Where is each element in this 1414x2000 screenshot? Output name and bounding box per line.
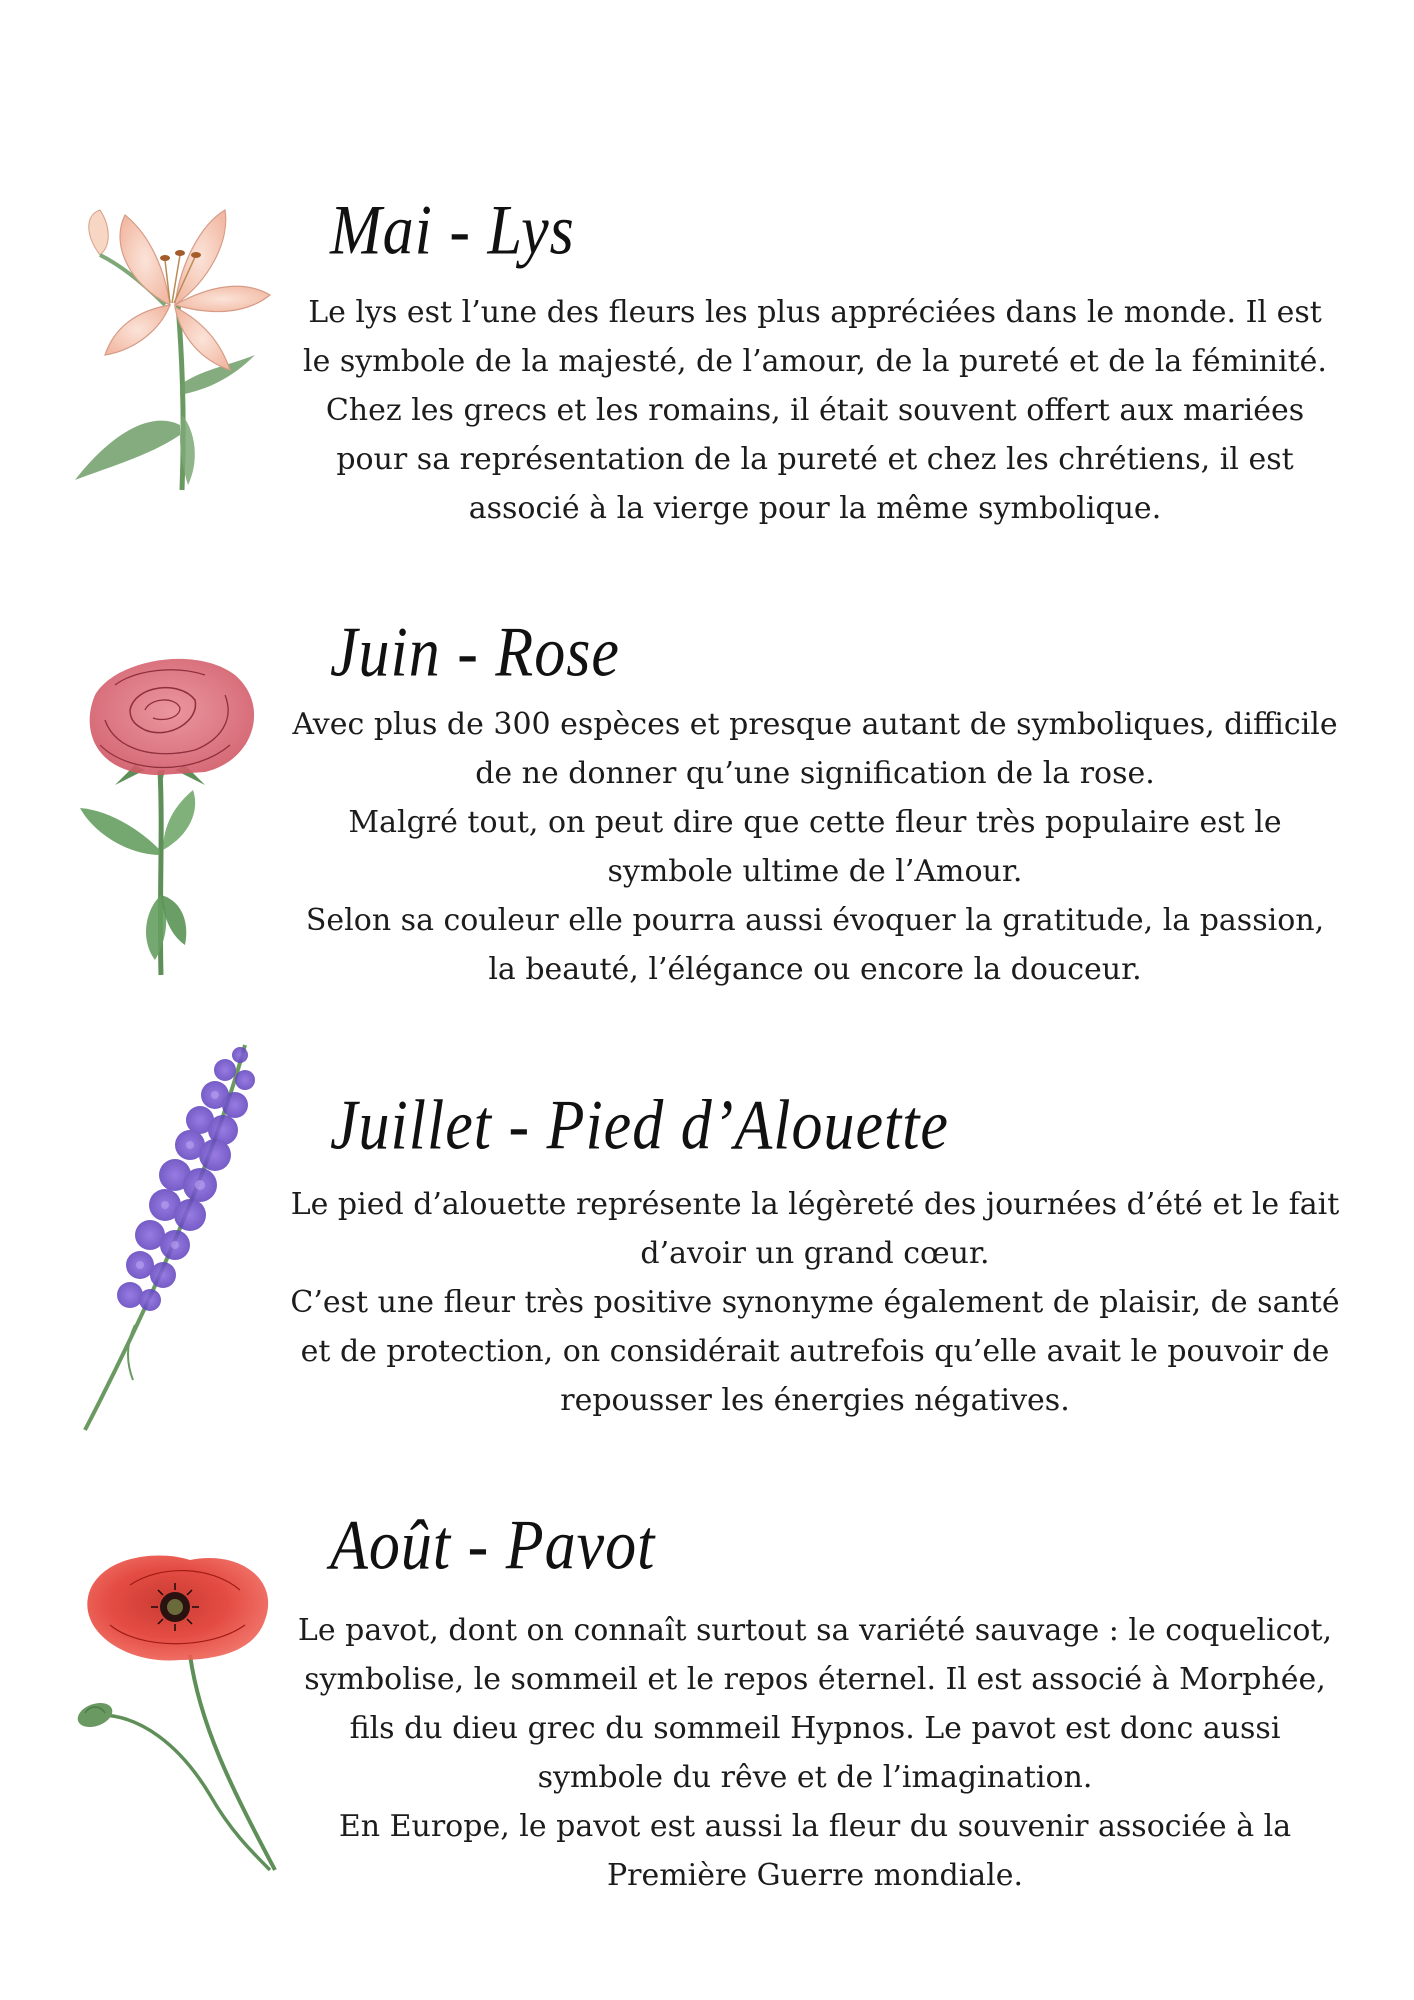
section-title: Août - Pavot xyxy=(330,1506,656,1585)
section-body xyxy=(290,1180,1340,1425)
section-title: Juin - Rose xyxy=(330,613,620,692)
rose-illustration xyxy=(75,650,275,980)
section-body xyxy=(290,288,1340,533)
paragraph: Le pavot, dont on connaît surtout sa variété sauvage : le coquelicot, symbolise, le sommeil et le repos éternel. Il est associé à Morphée, fils du dieu grec du sommeil Hypnos. Le pavot est donc aussi symbole du rêve et de l’imagination. xyxy=(297,1613,1333,1795)
paragraph: En Europe, le pavot est aussi la fleur du souvenir associée à la Première Guerre mondiale. xyxy=(338,1809,1292,1893)
paragraph: C’est une fleur très positive synonyme également de plaisir, de santé et de protection, on considérait autrefois qu’elle avait le pouvoir de repousser les énergies négatives. xyxy=(290,1285,1340,1418)
paragraph: Malgré tout, on peut dire que cette fleur très populaire est le symbole ultime de l’Amour. xyxy=(348,805,1282,889)
paragraph: Chez les grecs et les romains, il était souvent offert aux mariées pour sa représentation de la pureté et chez les chrétiens, il est associé à la vierge pour la même symbolique. xyxy=(325,393,1305,526)
paragraph: Le pied d’alouette représente la légèreté des journées d’été et le fait d’avoir un grand cœur. xyxy=(290,1187,1340,1271)
section-body xyxy=(290,1606,1340,1900)
poppy-illustration xyxy=(70,1545,290,1875)
section-body xyxy=(290,700,1340,994)
paragraph: Le lys est l’une des fleurs les plus appréciées dans le monde. Il est le symbole de la majesté, de l’amour, de la pureté et de la féminité. xyxy=(303,295,1327,379)
paragraph: Avec plus de 300 espèces et presque autant de symboliques, difficile de ne donner qu’une signification de la rose. xyxy=(292,707,1338,791)
paragraph: Selon sa couleur elle pourra aussi évoquer la gratitude, la passion, la beauté, l’élégance ou encore la douceur. xyxy=(305,903,1325,987)
section-title: Juillet - Pied d’Alouette xyxy=(330,1086,949,1165)
section-title: Mai - Lys xyxy=(330,191,575,270)
larkspur-illustration xyxy=(75,1035,275,1435)
lily-illustration xyxy=(70,195,290,495)
